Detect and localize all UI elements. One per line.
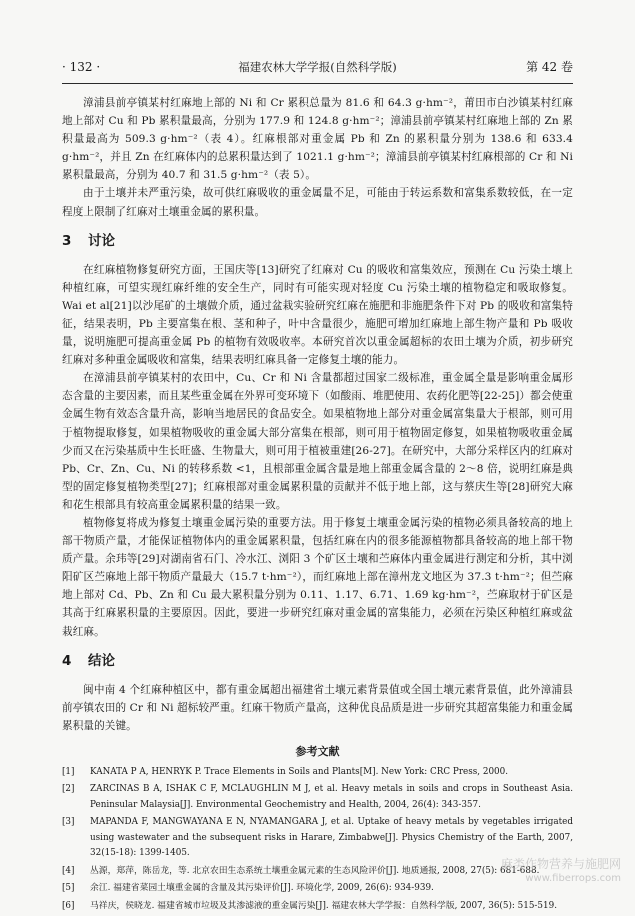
section-title: 结论 (88, 652, 115, 669)
references-title: 参考文献 (295, 744, 340, 758)
section-heading-conclusion (62, 641, 573, 681)
reference-number: [6] (62, 900, 75, 911)
journal-title: 福建农林大学学报(自然科学版) (238, 60, 397, 74)
reference-item (62, 815, 573, 862)
reference-number: [1] (62, 766, 75, 777)
conclusion-paragraph: 闽中南 4 个红麻种植区中，都有重金属超出福建省土壤元素背景值或全国土壤元素背景值，此外漳浦县前亭镇农田的 Cr 和 Ni 超标较严重。红麻干物质产量高，这种优良品质是进一步研究其超富集能力和重金属累积量的关键。 (62, 683, 573, 732)
reference-item (62, 864, 573, 880)
watermark-url: www.fiberrops.com (525, 873, 621, 884)
results-paragraph: 由于土壤并未严重污染，故可供红麻吸收的重金属量不足，可能由于转运系数和富集系数较低，在一定程度上限制了红麻对土壤重金属的累积量。 (62, 187, 573, 218)
watermark (501, 857, 621, 885)
reference-item (62, 881, 573, 897)
reference-item (62, 765, 573, 781)
reference-text: 余江. 福建省菜园土壤重金属的含量及其污染评价[J]. 环境化学, 2009, 26(6): 934-939. (90, 883, 434, 894)
reference-text: 丛源，郑萍，陈岳龙，等. 北京农田生态系统土壤重金属元素的生态风险评价[J]. 地质通报, 2008, 27(5): 681-688. (90, 865, 540, 876)
reference-item (62, 899, 573, 915)
section-title: 讨论 (88, 232, 115, 249)
reference-number: [3] (62, 817, 75, 828)
watermark-line: 麻类作物营养与施肥网 (500, 857, 621, 871)
reference-text: KANATA P A, HENRYK P. Trace Elements in Soils and Plants[M]. New York: CRC Press, 2000. (90, 766, 509, 777)
results-paragraph: 漳浦县前亭镇某村红麻地上部的 Ni 和 Cr 累积总量为 81.6 和 64.3 g·hm⁻²，莆田市白沙镇某村红麻地上部对 Cu 和 Pb 累积量最高，分别为 177.9 和 124.8 g·hm⁻²；漳浦县前亭镇某村红麻地上部的 Zn 累积量最高为 509.3 g·hm⁻²（表 4）。红麻根部对重金属 Pb 和 Zn 的累积量分别为 138.6 和 633.4 g·hm⁻²，并且 Zn 在红麻体内的总累积量达到了 1021.1 g·hm⁻²；漳浦县前亭镇某村红麻根部的 Cr 和 Ni 累积量最高，分别为 40.7 和 31.5 g·hm⁻²（表 5）。 (62, 97, 573, 182)
reference-number: [2] (62, 784, 75, 795)
page-number: · 132 · (62, 60, 101, 74)
section-number: 3 (62, 232, 72, 249)
reference-text: ZARCINAS B A, ISHAK C F, MCLAUGHLIN M J, et al. Heavy metals in soils and crops in Southeast Asia. Peninsular Malaysia[J]. Environmental Geochemistry and Health, 2004, 26(4): 343-357. (90, 784, 573, 810)
running-header (62, 56, 573, 78)
reference-item (62, 782, 573, 813)
article-body (62, 94, 573, 916)
discussion-paragraph: 在漳浦县前亭镇某村的农田中，Cu、Cr 和 Ni 含量都超过国家二级标准，重金属全量是影响重金属形态含量的主要因素，而且某些重金属在外界可变环境下（如酸雨、堆肥使用、农药化肥等[22-25]）都会使重金属生物有效态含量升高，影响当地居民的食品安全。如果植物地上部分对重金属富集量大于根部，则可用于植物提取修复，如果植物吸收的重金属大部分富集在根部，则可用于植物固定修复，如果植物吸收重金属少而又在污染基质中生长旺盛、生物量大，则可用于植被重建[26-27]。在研究中，大部分采样区内的红麻对 Pb、Cr、Zn、Cu、Ni 的转移系数 <1，且根部重金属含量是地上部重金属含量的 2～8 倍，说明红麻是典型的固定修复植物类型[27]；红麻根部对重金属累积量的贡献并不低于地上部，这与蔡庆生等[28]研究大麻和花生根部具有较高重金属累积量的结果一致。 (62, 372, 573, 511)
reference-text: MAPANDA F, MANGWAYANA E N, NYAMANGARA J, et al. Uptake of heavy metals by vegetables irrigated using wastewater and the subsequent risks in Harare, Zimbabwe[J]. Physics Chemistry of the Earth, 2007, 32(15-18): 1399-1405. (90, 817, 573, 859)
section-heading-discussion (62, 221, 573, 261)
reference-text: 马祥庆，侯晓龙. 福建省城市垃圾及其渗滤液的重金属污染[J]. 福建农林大学学报：自然科学版, 2007, 36(5): 515-519. (90, 900, 557, 911)
reference-number: [5] (62, 883, 75, 894)
volume-label: 第 42 卷 (526, 60, 573, 74)
reference-number: [4] (62, 865, 75, 876)
discussion-paragraph: 在红麻植物修复研究方面，王国庆等[13]研究了红麻对 Cu 的吸收和富集效应，预测在 Cu 污染土壤上种植红麻，可望实现红麻纤维的安全生产，同时有可能实现对轻度 Cu 污染土壤的植物稳定和吸取修复。Wai et al[21]以沙尾矿的土壤做介质，通过盆栽实验研究红麻在施肥和非施肥条件下对 Pb 的吸收和富集特征，结果表明，Pb 主要富集在根、茎和种子，叶中含量很少，施肥可增加红麻地上部生物产量和 Pb 吸收量，说明施肥可提高重金属 Pb 的植物有效吸收率。本研究首次以重金属超标的农田土壤为介质，初步研究红麻对多种重金属吸收和富集，结果表明红麻具备一定修复土壤的能力。 (62, 263, 573, 367)
header-rule (62, 83, 573, 84)
discussion-paragraph: 植物修复将成为修复土壤重金属污染的重要方法。用于修复土壤重金属污染的植物必须具备较高的地上部干物质产量，才能保证植物体内的重金属累积量，包括红麻在内的很多能源植物都具备较高的地上部干物质产量。余玮等[29]对湖南省石门、冷水江、浏阳 3 个矿区土壤和苎麻体内重金属进行测定和分析，其中浏阳矿区苎麻地上部干物质产量最大（15.7 t·hm⁻²），而红麻地上部在漳州龙文地区为 37.3 t·hm⁻²；但苎麻地上部对 Cd、Pb、Zn 和 Cu 最大累积量分别为 0.11、1.17、6.71、1.69 kg·hm⁻²，苎麻取材于矿区是其高于红麻累积量的主要原因。因此，要进一步研究红麻对重金属的富集能力，必须在污染区种植红麻或盆栽红麻。 (62, 516, 573, 638)
section-number: 4 (62, 652, 72, 669)
